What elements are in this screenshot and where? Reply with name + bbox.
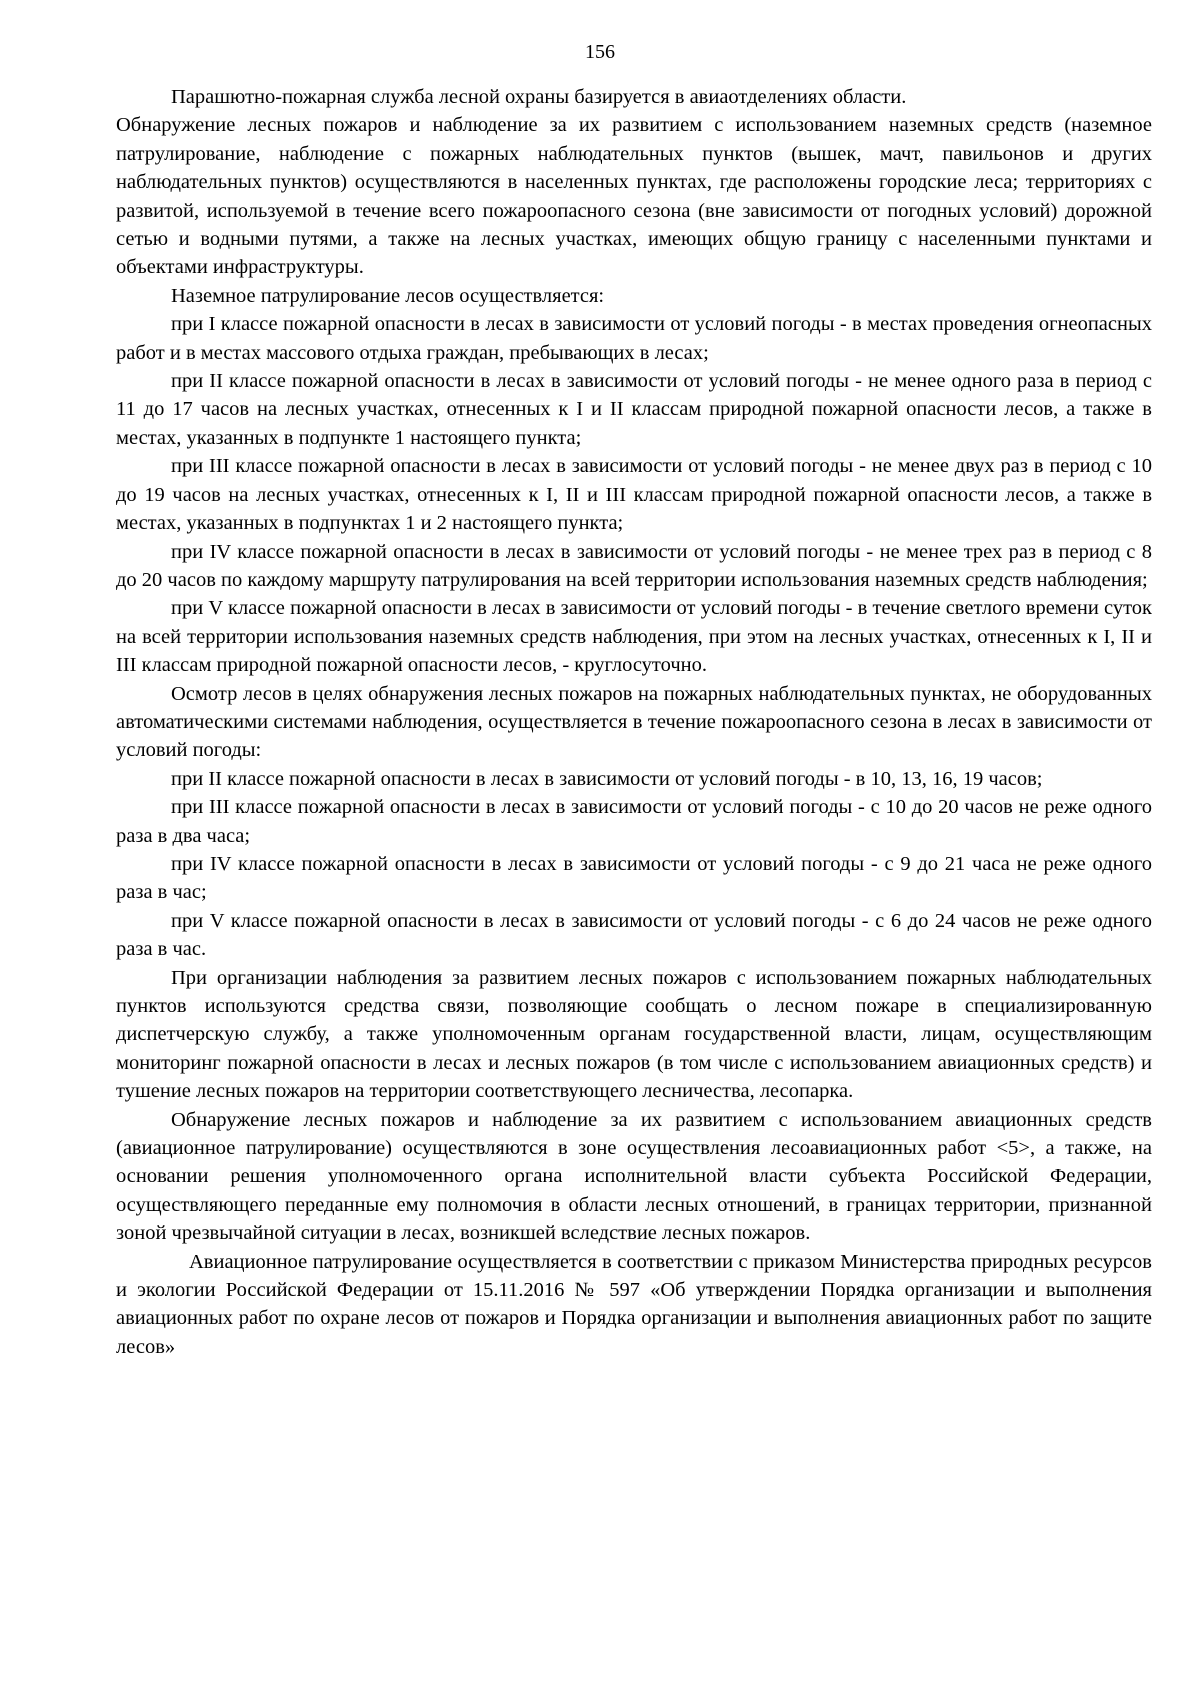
paragraph-parachute-service: Парашютно-пожарная служба лесной охраны базируется в авиаотделениях области.	[171, 86, 907, 108]
paragraph-observation-class-4: при IV классе пожарной опасности в лесах в зависимости от условий погоды - с 9 до 21 часа не реже одного раза в час;	[116, 852, 1152, 904]
paragraph-aviation-patrol-order: Авиационное патрулирование осуществляется в соответствии с приказом Министерства природных ресурсов и экологии Российской Федерации от 15.11.2016 № 597 «Об утверждении Порядка организации и выполнения авиационных работ по охране лесов от пожаров и Порядка организации и выполнения авиационных работ по защите лесов»	[116, 1250, 1152, 1358]
paragraph-observation-class-3: при III классе пожарной опасности в лесах в зависимости от условий погоды - с 10 до 20 часов не реже одного раза в два часа;	[116, 796, 1152, 847]
paragraph-patrol-class-1: при I классе пожарной опасности в лесах в зависимости от условий погоды - в местах проведения огнеопасных работ и в местах массового отдыха граждан, пребывающих в лесах;	[116, 313, 1152, 364]
paragraph-patrol-class-4: при IV классе пожарной опасности в лесах в зависимости от условий погоды - не менее трех раз в период с 8 до 20 часов по каждому маршруту патрулирования на всей территории использования наземных средств наблюдения;	[116, 540, 1152, 591]
paragraph-patrol-class-5: при V классе пожарной опасности в лесах в зависимости от условий погоды - в течение светлого времени суток на всей территории использования наземных средств наблюдения, при этом на лесных участках, отнесенных к I, II и III классам природной пожарной опасности лесов, - круглосуточно.	[116, 597, 1152, 677]
paragraph-aviation-detection: Обнаружение лесных пожаров и наблюдение за их развитием с использованием авиационных средств (авиационное патрулирование) осуществляются в зоне осуществления лесоавиационных работ <5>, а также, на основании решения уполномоченного органа исполнительной власти субъекта Российской Федерации, осуществляющего переданные ему полномочия в области лесных отношений, в границах территории, признанной зоной чрезвычайной ситуации в лесах, возникшей вследствие лесных пожаров.	[116, 1108, 1152, 1245]
body-text	[116, 83, 1152, 1361]
paragraph-observation-class-2: при II классе пожарной опасности в лесах в зависимости от условий погоды - в 10, 13, 16, 19 часов;	[171, 767, 1043, 790]
paragraph-ground-patrol-intro: Наземное патрулирование лесов осуществляется:	[171, 284, 605, 307]
paragraph-ground-detection: Обнаружение лесных пожаров и наблюдение за их развитием с использованием наземных средств (наземное патрулирование, наблюдение с пожарных наблюдательных пунктов (вышек, мачт, павильонов и других наблюдательных пунктов) осуществляются в населенных пунктах, где расположены городские леса; территориях с развитой, используемой в течение всего пожароопасного сезона (вне зависимости от погодных условий) дорожной сетью и водными путями, а также на лесных участках, имеющих общую границу с населенными пунктами и объектами инфраструктуры.	[116, 114, 1152, 279]
page-number: 156	[585, 41, 615, 63]
paragraph-observation-class-5: при V классе пожарной опасности в лесах в зависимости от условий погоды - с 6 до 24 часов не реже одного раза в час.	[116, 909, 1152, 961]
paragraph-patrol-class-2: при II классе пожарной опасности в лесах в зависимости от условий погоды - не менее одного раза в период с 11 до 17 часов на лесных участках, отнесенных к I и II классам природной пожарной опасности лесов, а также в местах, указанных в подпункте 1 настоящего пункта;	[116, 370, 1152, 449]
paragraph-communication-means: При организации наблюдения за развитием лесных пожаров с использованием пожарных наблюдательных пунктов используются средства связи, позволяющие сообщать о лесном пожаре в специализированную диспетчерскую службу, а также уполномоченным органам государственной власти, лицам, осуществляющим мониторинг пожарной опасности в лесах и лесных пожаров (в том числе с использованием авиационных средств) и тушение лесных пожаров на территории соответствующего лесничества, лесопарка.	[116, 966, 1152, 1103]
paragraph-observation-intro: Осмотр лесов в целях обнаружения лесных пожаров на пожарных наблюдательных пунктах, не оборудованных автоматическими системами наблюдения, осуществляется в течение пожароопасного сезона в лесах в зависимости от условий погоды:	[116, 682, 1152, 762]
paragraph-patrol-class-3: при III классе пожарной опасности в лесах в зависимости от условий погоды - не менее двух раз в период с 10 до 19 часов на лесных участках, отнесенных к I, II и III классам природной пожарной опасности лесов, а также в местах, указанных в подпунктах 1 и 2 настоящего пункта;	[116, 455, 1152, 535]
